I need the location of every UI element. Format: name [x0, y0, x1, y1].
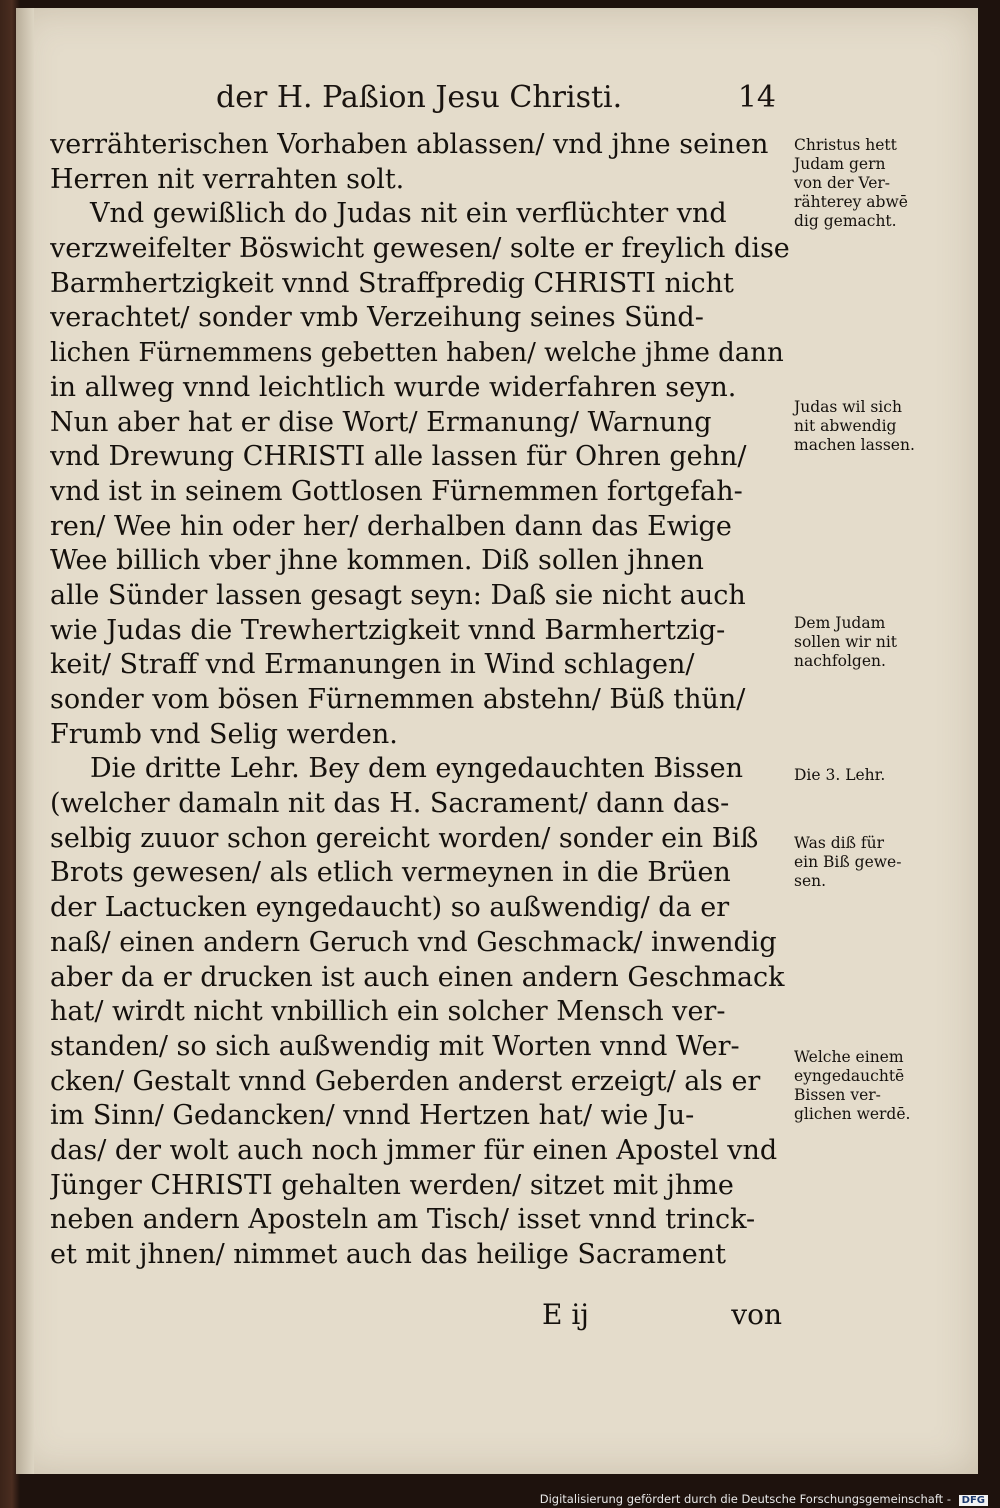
margin-note-line: Welche einem [794, 1048, 904, 1066]
margin-note-line: Was diß für [794, 834, 884, 852]
margin-note-line: sen. [794, 872, 827, 890]
margin-note-line: dig gemacht. [794, 212, 897, 230]
text-line: (welcher damaln nit das H. Sacrament/ dann das- [50, 788, 730, 820]
text-line: cken/ Gestalt vnnd Geberden anderst erzeigt/ als er [50, 1065, 761, 1097]
margin-note [794, 1048, 944, 1124]
text-line: neben andern Aposteln am Tisch/ isset vnnd trinck- [50, 1204, 756, 1236]
margin-note [794, 136, 944, 231]
margin-note-line: Die 3. Lehr. [794, 766, 886, 784]
margin-note [794, 614, 944, 671]
text-line: Wee billich vber jhne kommen. Diß sollen jhnen [50, 545, 704, 577]
credit-text: Digitalisierung gefördert durch die Deutsche Forschungsgemeinschaft - [539, 1492, 951, 1506]
text-line: keit/ Straff vnd Ermanungen in Wind schlagen/ [50, 649, 695, 681]
text-line: aber da er drucken ist auch einen andern Geschmack [50, 961, 785, 993]
body-text [50, 128, 790, 1273]
margin-note-line: Judas wil sich [794, 398, 902, 416]
catchword: von [731, 1298, 782, 1331]
margin-note-line: rähterey abwē [794, 193, 908, 211]
margin-note-line: machen lassen. [794, 436, 915, 454]
margin-note [794, 766, 944, 785]
margin-note-line: nachfolgen. [794, 652, 886, 670]
text-line: Brots gewesen/ als etlich vermeynen in die Brüen [50, 857, 731, 889]
margin-note [794, 834, 944, 891]
text-line: et mit jhnen/ nimmet auch das heilige Sacrament [50, 1239, 726, 1270]
running-title: der H. Paßion Jesu Christi. [216, 80, 623, 115]
margin-note-line: eyngedauchtē [794, 1067, 905, 1085]
text-line: in allweg vnnd leichtlich wurde widerfahren seyn. [50, 371, 737, 403]
book-page [16, 8, 978, 1474]
margin-note-line: von der Ver- [794, 174, 891, 192]
text-line: alle Sünder lassen gesagt seyn: Daß sie nicht auch [50, 579, 746, 611]
text-line: verzweifelter Böswicht gewesen/ solte er freylich dise [50, 233, 790, 265]
margin-note-line: Judam gern [794, 155, 886, 173]
text-line: wie Judas die Trewhertzigkeit vnnd Barmhertzig- [50, 614, 726, 646]
text-line: Vnd gewißlich do Judas nit ein verflüchter vnd [90, 198, 727, 230]
text-line: Die dritte Lehr. Bey dem eyngedauchten Bissen [90, 753, 743, 785]
text-line: hat/ wirdt nicht vnbillich ein solcher Mensch ver- [50, 996, 726, 1028]
text-line: sonder vom bösen Fürnemmen abstehn/ Büß thün/ [50, 684, 746, 715]
margin-note-line: sollen wir nit [794, 633, 898, 651]
text-line: lichen Fürnemmens gebetten haben/ welche jhme dann [50, 338, 784, 369]
text-line: selbig zuuor schon gereicht worden/ sonder ein Biß [50, 822, 759, 854]
text-line: der Lactucken eyngedaucht) so außwendig/ da er [50, 892, 730, 924]
margin-note-line: Dem Judam [794, 614, 886, 632]
text-line: standen/ so sich außwendig mit Worten vnnd Wer- [50, 1030, 740, 1062]
text-line: Nun aber hat er dise Wort/ Ermanung/ Warnung [50, 406, 712, 438]
digitization-credit [540, 1492, 988, 1506]
signature-mark: E ij [542, 1298, 589, 1331]
running-header [216, 80, 776, 120]
text-line: naß/ einen andern Geruch vnd Geschmack/ inwendig [50, 926, 777, 958]
margin-note-line: Christus hett [794, 136, 897, 154]
text-line: vnd Drewung CHRISTI alle lassen für Ohren gehn/ [50, 441, 747, 473]
text-line: verachtet/ sonder vmb Verzeihung seines Sünd- [50, 302, 704, 334]
margin-note [794, 398, 944, 455]
text-line: Jünger CHRISTI gehalten werden/ sitzet mit jhme [50, 1169, 734, 1201]
text-line: vnd ist in seinem Gottlosen Fürnemmen fortgefah- [50, 475, 743, 507]
text-line: im Sinn/ Gedancken/ vnnd Hertzen hat/ wie Ju- [50, 1100, 695, 1132]
dfg-logo: DFG [959, 1495, 988, 1506]
page-gutter [16, 8, 34, 1474]
page-footer [516, 1298, 796, 1338]
text-line: Herren nit verrahten solt. [50, 163, 405, 195]
text-line: ren/ Wee hin oder her/ derhalben dann das Ewige [50, 510, 732, 542]
margin-note-line: ein Biß gewe- [794, 853, 902, 871]
margin-note-line: Bissen ver- [794, 1086, 881, 1104]
text-line: Barmhertzigkeit vnnd Straffpredig CHRISTI nicht [50, 267, 734, 299]
margin-note-line: nit abwendig [794, 417, 897, 435]
page-number: 14 [737, 80, 776, 115]
text-line: das/ der wolt auch noch jmmer für einen Apostel vnd [50, 1134, 778, 1166]
text-line: Frumb vnd Selig werden. [50, 718, 398, 750]
margin-note-line: glichen werdē. [794, 1105, 911, 1123]
text-line: verrähterischen Vorhaben ablassen/ vnd jhne seinen [50, 129, 769, 160]
